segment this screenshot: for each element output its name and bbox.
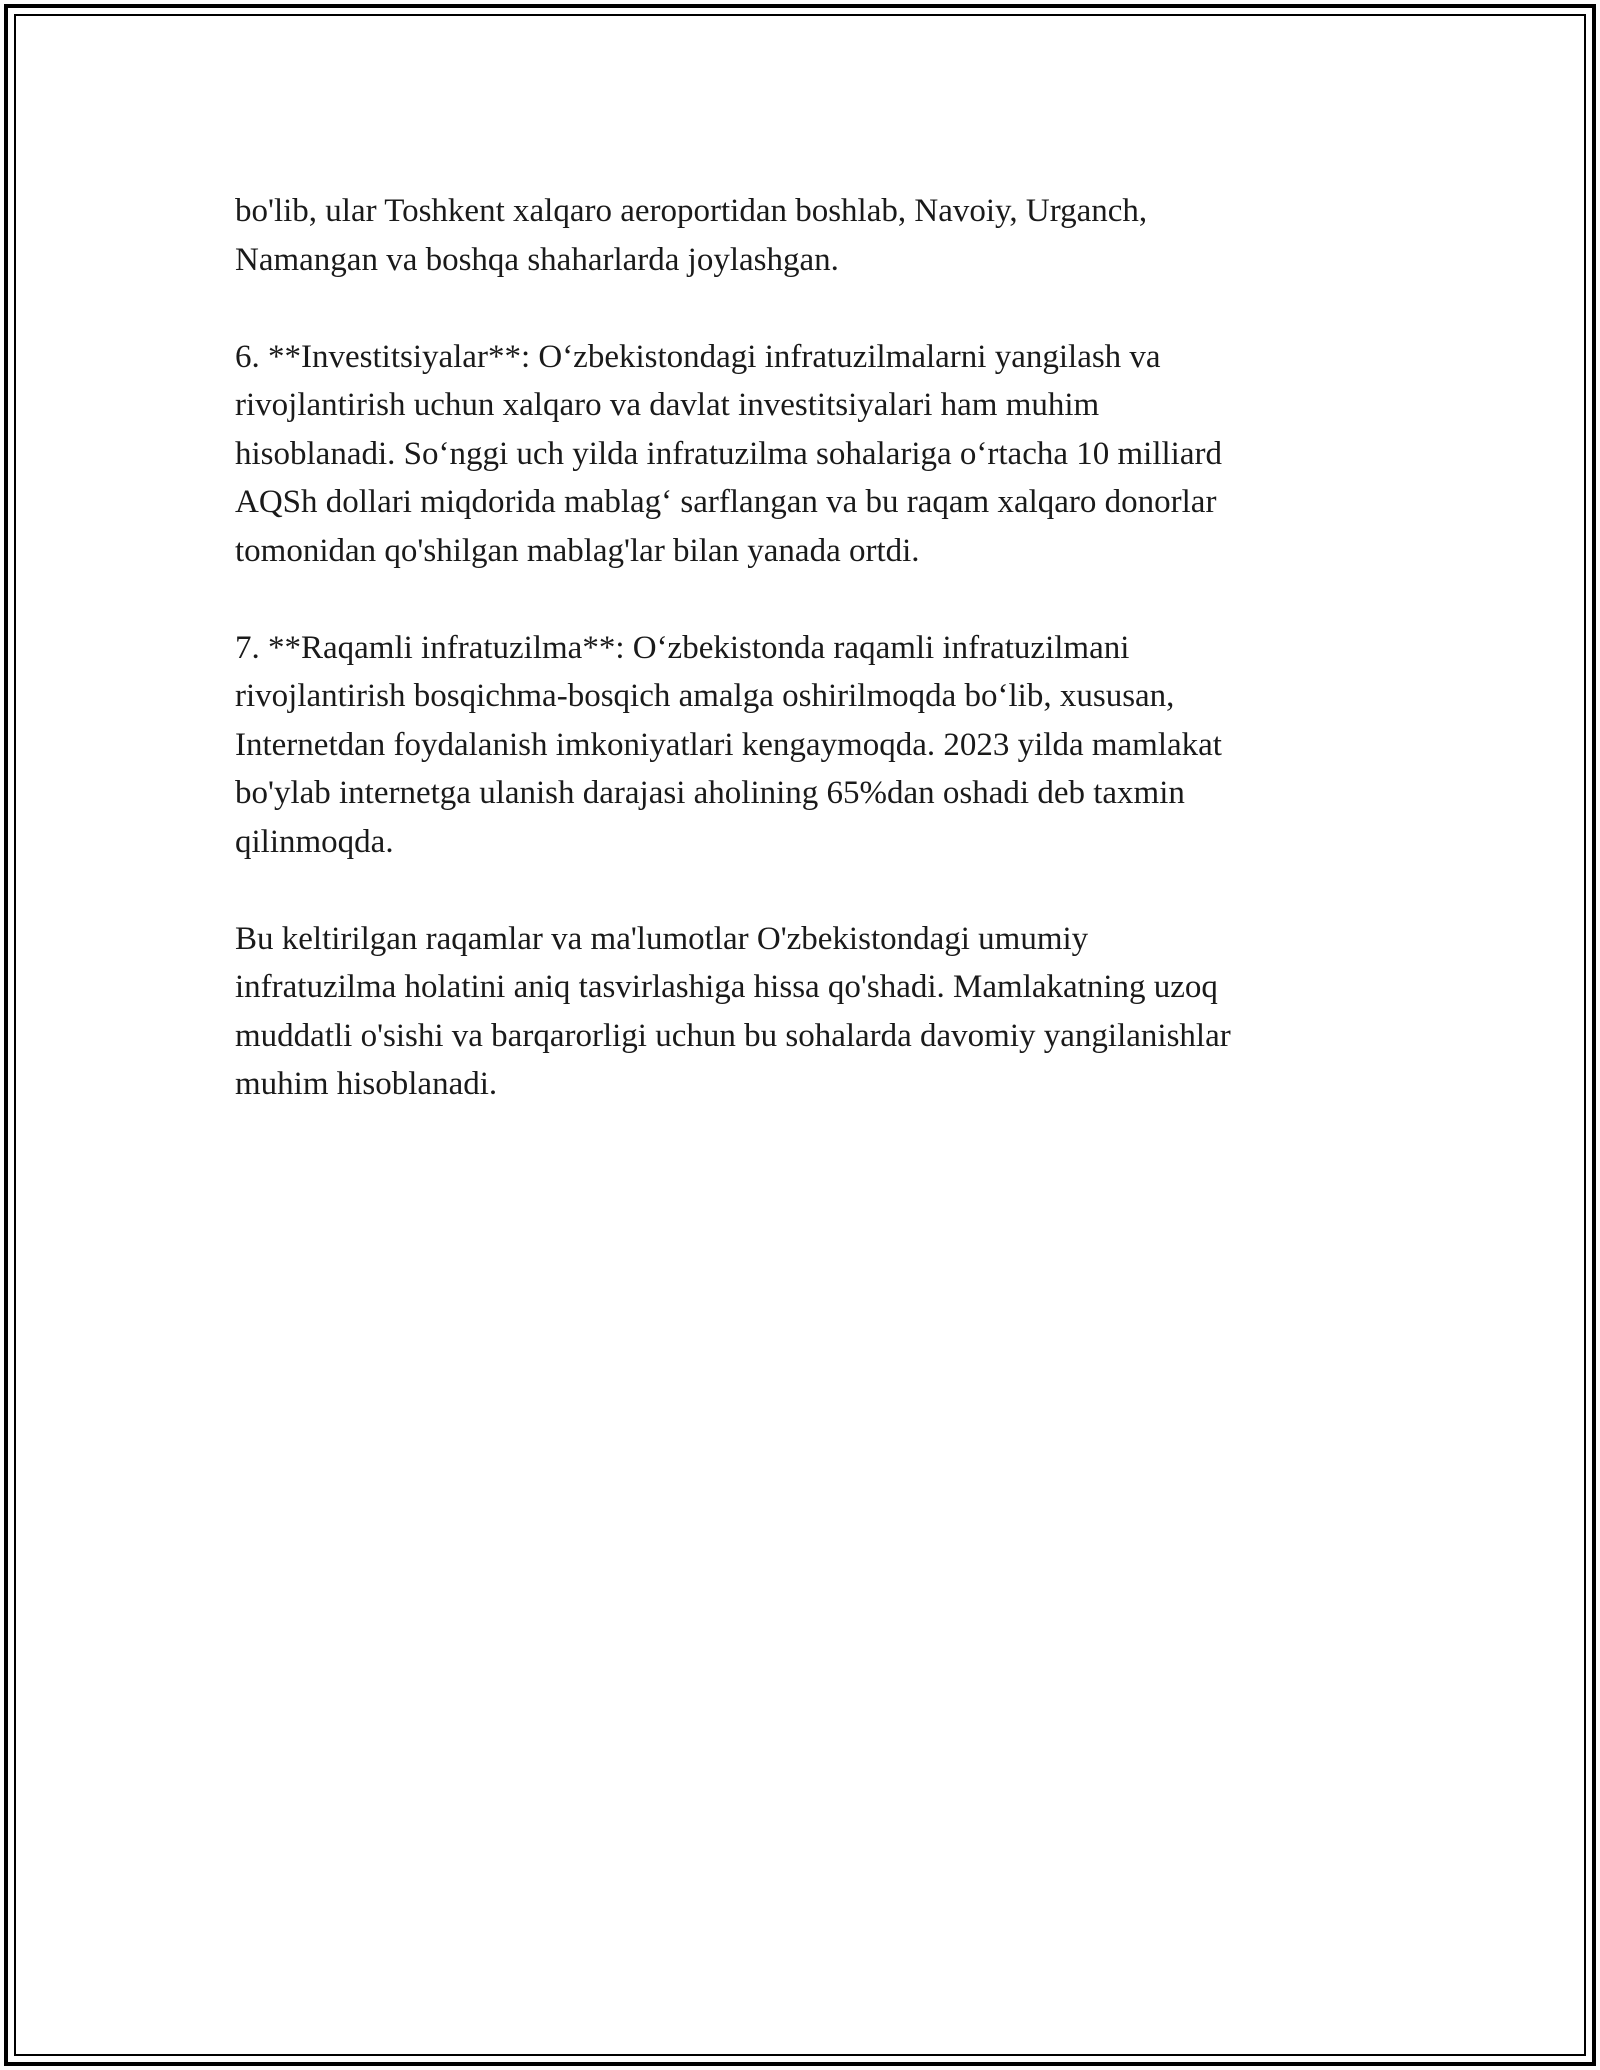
text-line: 6. **Investitsiyalar**: O‘zbekistondagi infratuzilmalarni yangilash va [235,338,1161,375]
text-line: muhim hisoblanadi. [235,1066,498,1102]
text-line: rivojlantirish uchun xalqaro va davlat investitsiyalari ham muhim [235,387,1100,423]
text-line: infratuzilma holatini aniq tasvirlashiga hissa qo'shadi. Mamlakatning uzoq [235,969,1218,1005]
paragraph-investments [235,333,1355,576]
text-line: qilinmoqda. [235,823,394,860]
paragraph-conclusion [235,915,1355,1109]
paragraph-digital-infrastructure [235,624,1355,867]
text-line: AQSh dollari miqdorida mablag‘ sarflangan va bu raqam xalqaro donorlar [235,484,1217,520]
text-line: 7. **Raqamli infratuzilma**: O‘zbekistonda raqamli infratuzilmani [235,629,1130,666]
text-line: tomonidan qo'shilgan mablag'lar bilan yanada ortdi. [235,532,920,569]
text-line: Bu keltirilgan raqamlar va ma'lumotlar O'zbekistondagi umumiy [235,920,1089,957]
paragraph-airports-continued [235,187,1355,284]
text-line: bo'ylab internetga ulanish darajasi aholining 65%dan oshadi deb taxmin [235,775,1185,811]
text-line: rivojlantirish bosqichma-bosqich amalga oshirilmoqda bo‘lib, xususan, [235,678,1175,714]
text-line: hisoblanadi. So‘nggi uch yilda infratuzilma sohalariga o‘rtacha 10 milliard [235,435,1222,472]
text-line: bo'lib, ular Toshkent xalqaro aeroportidan boshlab, Navoiy, Urganch, [235,193,1148,229]
text-line: Namangan va boshqa shaharlarda joylashgan. [235,241,839,278]
document-body [235,187,1355,1157]
text-line: Internetdan foydalanish imkoniyatlari kengaymoqda. 2023 yilda mamlakat [235,726,1222,763]
text-line: muddatli o'sishi va barqarorligi uchun bu sohalarda davomiy yangilanishlar [235,1017,1231,1054]
